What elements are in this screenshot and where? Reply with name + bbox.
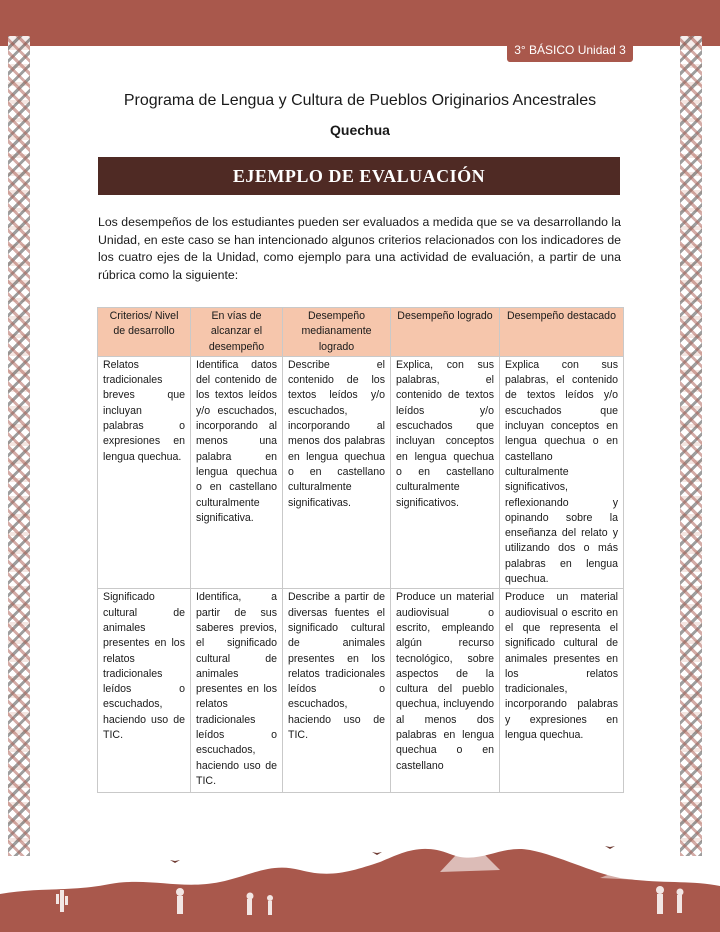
rubric-cell: Produce un material audiovisual o escrito, empleando algún recurso tecnológico, sobre aspectos de la cultura del pueblo quechua, incluyendo al menos dos palabras en lengua quechua o en castellano	[391, 589, 500, 793]
rubric-header-row	[98, 308, 624, 357]
rubric-cell: Explica con sus palabras, el contenido de textos leídos y/o escuchados que incluyan conceptos en lengua quechua o en castellano culturalmente significativos, reflexionando y opinando sobre la enseñanza del relato y utilizando dos o más palabras en lengua quechua.	[500, 356, 624, 588]
rubric-row	[98, 589, 624, 793]
subject-title: Quechua	[330, 122, 390, 138]
header-medianamente-logrado: Desempeño medianamente logrado	[283, 308, 391, 357]
intro-paragraph: Los desempeños de los estudiantes pueden ser evaluados a medida que se va desarrollando la Unidad, en este caso se han intencionado algunos criterios relacionados con los indicadores de los cuatro ejes de la Unidad, como ejemplo para una actividad de evaluación, a partir de una rúbrica como la siguiente:	[98, 215, 621, 282]
section-banner: EJEMPLO DE EVALUACIÓN	[98, 157, 620, 195]
left-decorative-border	[8, 36, 30, 856]
rubric-cell: Describe el contenido de los textos leídos y/o escuchados, incorporando al menos dos palabras en lengua quechua o en castellano culturalmente significativas.	[283, 356, 391, 588]
right-decorative-border	[680, 36, 702, 856]
rubric-cell: Significado cultural de animales presentes en los relatos tradicionales leídos o escuchados, haciendo uso de TIC.	[98, 589, 191, 793]
rubric-cell: Identifica datos del contenido de los textos leídos y/o escuchados, incorporando al menos una palabra en lengua quechua o en castellano culturalmente significativa.	[191, 356, 283, 588]
landscape-illustration	[0, 832, 720, 932]
rubric-cell: Describe a partir de diversas fuentes el significado cultural de animales presentes en los relatos tradicionales leídos o escuchados, haciendo uso de TIC.	[283, 589, 391, 793]
rubric-cell: Relatos tradicionales breves que incluyan palabras o expresiones en lengua quechua.	[98, 356, 191, 588]
header-logrado: Desempeño logrado	[391, 308, 500, 357]
unit-badge: 3° BÁSICO Unidad 3	[507, 38, 633, 62]
header-en-vias: En vías de alcanzar el desempeño	[191, 308, 283, 357]
rubric-cell: Identifica, a partir de sus saberes previos, el significado cultural de animales presentes en los relatos tradicionales leídos o escuchados, haciendo uso de TIC.	[191, 589, 283, 793]
program-title: Programa de Lengua y Cultura de Pueblos Originarios Ancestrales	[123, 92, 597, 109]
rubric-cell: Explica, con sus palabras, el contenido de textos leídos y/o escuchados que incluyan conceptos en lengua quechua o en castellano culturalmente significativos.	[391, 356, 500, 588]
header-criterios: Criterios/ Nivel de desarrollo	[98, 308, 191, 357]
rubric-row	[98, 356, 624, 588]
rubric-table	[97, 307, 624, 793]
header-destacado: Desempeño destacado	[500, 308, 624, 357]
rubric-cell: Produce un material audiovisual o escrito en el que representa el significado cultural de animales presentes en los relatos tradicionales, incorporando palabras y expresiones en lengua quechua.	[500, 589, 624, 793]
